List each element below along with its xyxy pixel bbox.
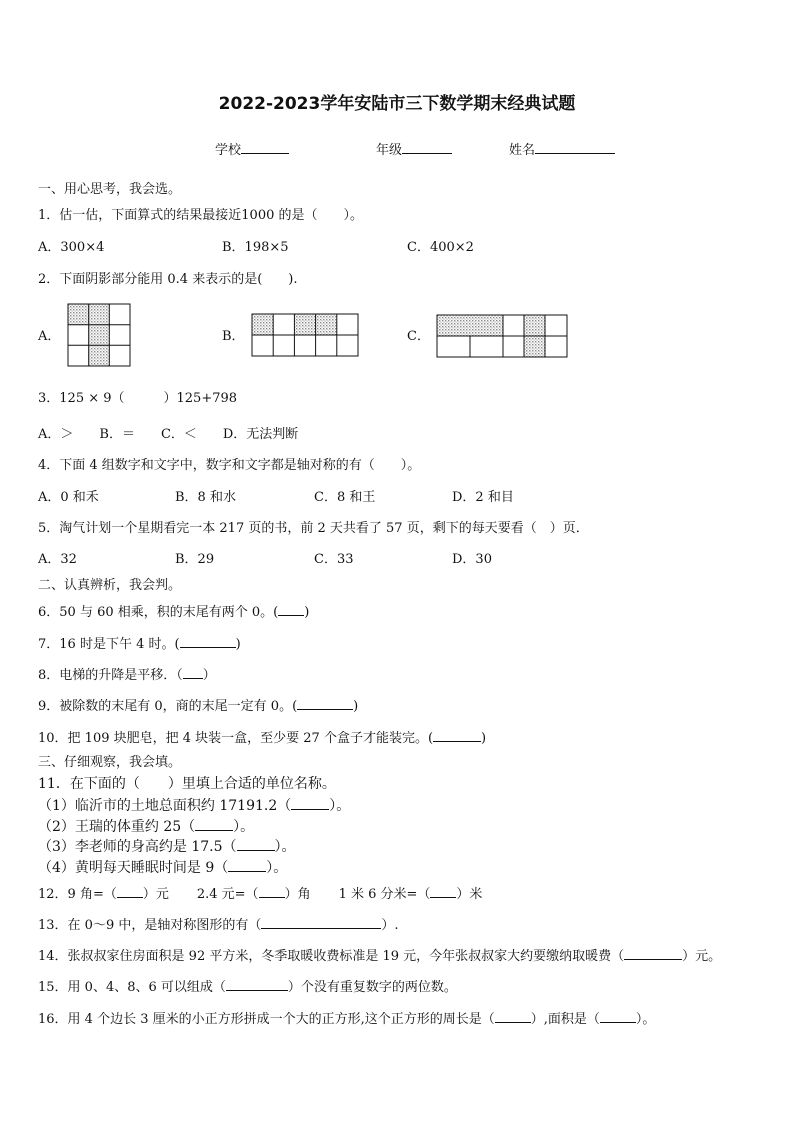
question-12: [38, 885, 482, 903]
question-16: [38, 1010, 655, 1028]
q10-close: ): [481, 731, 487, 746]
q12-blank-3[interactable]: [430, 885, 456, 898]
q5-option-d: D．30: [452, 552, 492, 567]
question-9: [38, 697, 358, 715]
question-13: [38, 916, 399, 934]
q6-text: 6．50 与 60 相乘，积的末尾有两个 0。(: [38, 605, 279, 620]
q5-option-a: A．32: [38, 552, 77, 567]
q11-item-3-text: （3）李老师的身高约是 17.5（: [38, 839, 237, 855]
grade-blank[interactable]: [402, 141, 452, 154]
q12-part-1: 12．9 角=（: [38, 887, 117, 902]
q5-option-b: B．29: [175, 552, 215, 567]
q10-blank[interactable]: [433, 729, 481, 742]
q11-item-3-close: ）。: [274, 839, 296, 855]
q15-blank[interactable]: [226, 978, 288, 991]
question-15: [38, 978, 457, 996]
page-title: 2022-2023学年安陆市三下数学期末经典试题: [218, 94, 576, 114]
question-1: 1．估一估，下面算式的结果最接近1000 的是（ ）。: [38, 208, 363, 223]
question-8: [38, 666, 216, 684]
q1-option-b: B．198×5: [222, 240, 289, 255]
school-field: [215, 141, 289, 159]
q12-blank-1[interactable]: [117, 885, 143, 898]
q12-part-3: 2.4 元=（: [196, 887, 259, 902]
q7-close: ): [235, 637, 241, 652]
q3-options: A．＞ B．＝ C．＜ D．无法判断: [38, 427, 299, 442]
q9-blank[interactable]: [297, 697, 353, 710]
q11-item-2-blank[interactable]: [195, 818, 233, 831]
q1-option-c: C．400×2: [407, 240, 474, 255]
grid-figure-a: [67, 303, 131, 367]
q6-blank[interactable]: [278, 603, 304, 616]
q4-option-d: D．2 和目: [452, 490, 514, 505]
q12-part-5: 1 米 6 分米=（: [338, 887, 431, 902]
q15-close: ）个没有重复数字的两位数。: [287, 980, 457, 995]
q11-item-2-text: （2）王瑞的体重约 25（: [38, 819, 196, 835]
grade-label: 年级: [376, 143, 403, 158]
q11-item-1-blank[interactable]: [291, 797, 329, 810]
q14-close: ）元。: [682, 949, 722, 964]
q4-option-a: A．0 和禾: [38, 490, 99, 505]
q11-item-3: [38, 838, 296, 855]
q10-text: 10．把 109 块肥皂，把 4 块装一盒，至少要 27 个盒子才能装完。(: [38, 731, 434, 746]
q11-item-4-text: （4）黄明每天睡眠时间是 9（: [38, 860, 229, 876]
q16-close: ）。: [635, 1012, 656, 1027]
q11-item-1-close: ）。: [329, 798, 351, 814]
q12-blank-2[interactable]: [259, 885, 285, 898]
q11-item-1: [38, 797, 350, 814]
section-3-heading: 三、仔细观察，我会填。: [38, 755, 182, 770]
q13-text: 13．在 0～9 中，是轴对称图形的有（: [38, 918, 262, 933]
q8-close: ）: [202, 668, 216, 683]
q11-item-4-blank[interactable]: [228, 859, 266, 872]
q16-blank-1[interactable]: [495, 1010, 531, 1023]
question-7: [38, 635, 241, 653]
q11-item-1-text: （1）临沂市的土地总面积约 17191.2（: [38, 798, 292, 814]
q6-close: ): [304, 605, 310, 620]
q16-blank-2[interactable]: [600, 1010, 636, 1023]
q7-text: 7．16 时是下午 4 时。(: [38, 637, 180, 652]
grade-field: [376, 141, 452, 159]
q11-item-3-blank[interactable]: [237, 838, 275, 851]
q9-close: ): [353, 699, 359, 714]
question-4: 4．下面 4 组数字和文字中，数字和文字都是轴对称的有（ ）。: [38, 458, 421, 473]
q13-blank[interactable]: [261, 916, 381, 929]
name-blank[interactable]: [535, 141, 615, 154]
question-14: [38, 947, 721, 965]
question-5: 5．淘气计划一个星期看完一本 217 页的书，前 2 天共看了 57 页，剩下的每天要看（ ）页．: [38, 521, 589, 536]
grid-figure-b: [251, 313, 359, 357]
section-1-heading: 一、用心思考，我会选。: [38, 182, 182, 197]
q12-part-4: ）角: [284, 887, 311, 902]
school-blank[interactable]: [241, 141, 289, 154]
q1-option-a: A．300×4: [38, 240, 105, 255]
q16-text: 16．用 4 个边长 3 厘米的小正方形拼成一个大的正方形,这个正方形的周长是（: [38, 1012, 495, 1027]
q12-part-6: ）米: [456, 887, 483, 902]
name-field: [509, 141, 615, 159]
question-3: 3．125 × 9（ ）125+798: [38, 391, 238, 406]
school-label: 学校: [215, 143, 242, 158]
q11-item-2: [38, 818, 254, 835]
q11-item-4: [38, 859, 287, 876]
q11-item-4-close: ）。: [266, 860, 288, 876]
q2-option-a: A．: [38, 329, 61, 344]
grid-figure-c: [436, 314, 568, 358]
q4-option-b: B．8 和水: [175, 490, 236, 505]
q14-blank[interactable]: [624, 947, 682, 960]
q5-option-c: C．33: [314, 552, 354, 567]
q9-text: 9．被除数的末尾有 0，商的末尾一定有 0。(: [38, 699, 298, 714]
q12-part-2: ）元: [142, 887, 169, 902]
q7-blank[interactable]: [180, 635, 236, 648]
question-6: [38, 603, 309, 621]
q14-text: 14．张叔叔家住房面积是 92 平方米，冬季取暖收费标准是 19 元，今年张叔叔家大约要缴纳取暖费（: [38, 949, 625, 964]
q8-text: 8．电梯的升降是平移．（: [38, 668, 183, 683]
q2-option-c: C．: [407, 329, 430, 344]
question-10: [38, 729, 486, 747]
name-label: 姓名: [509, 143, 536, 158]
q16-mid: ）,面积是（: [530, 1012, 600, 1027]
q8-blank[interactable]: [183, 666, 203, 679]
q11-item-2-close: ）。: [233, 819, 255, 835]
question-11: 11．在下面的（ ）里填上合适的单位名称。: [38, 776, 336, 792]
section-2-heading: 二、认真辨析，我会判。: [38, 578, 182, 593]
q15-text: 15．用 0、4、8、6 可以组成（: [38, 980, 226, 995]
q2-option-b: B．: [222, 329, 245, 344]
question-2: 2．下面阴影部分能用 0.4 来表示的是( ).: [38, 272, 298, 287]
q13-close: ）.: [381, 918, 399, 933]
q4-option-c: C．8 和王: [314, 490, 376, 505]
